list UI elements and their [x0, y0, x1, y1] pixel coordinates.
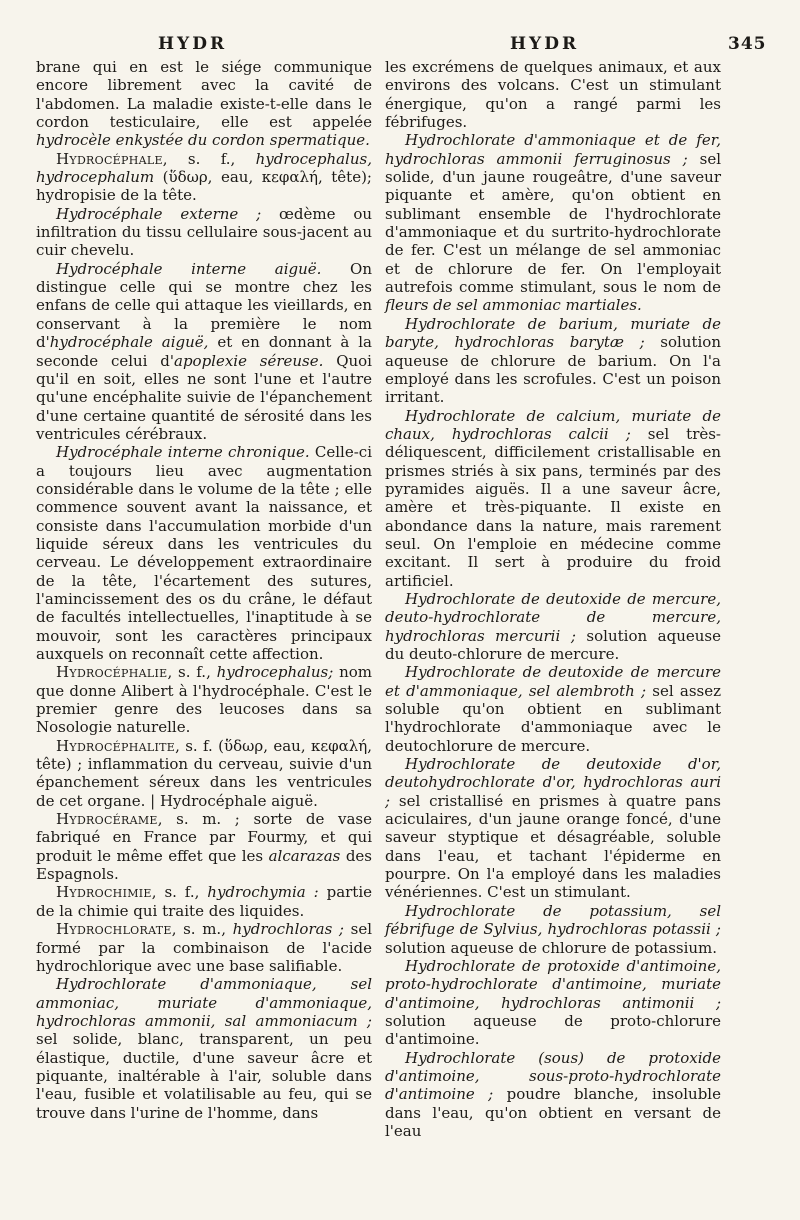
dictionary-entry — [36, 260, 372, 443]
entry-text: sel très-déliquescent, difficilement cristallisable en prismes striés à six pans, terminés par des pyramides aiguës. Il a une saveur âcre, amère et très-piquante. Il existe en abondance dans la nature, mais rarement seul. On l'emploie en médecine comme excitant. Il sert à produire du froid artificiel. — [385, 424, 722, 590]
headword: Hydrocéphalie — [56, 663, 168, 682]
italic-term: Hydrochlorate de protoxide d'antimoine, proto-hydrochlorate d'antimoine, muriate d'antimoine, hydrochloras antimonii ; — [385, 956, 721, 1012]
dictionary-entry — [385, 407, 721, 590]
italic-term: fleurs de sel ammoniac martiales. — [385, 296, 642, 315]
headword: Hydrocérame — [56, 810, 158, 829]
entry-text: les excrémens de quelques animaux, et aux environs des volcans. C'est un stimulant énergique, qu'on a rangé parmi les fébrifuges. — [385, 58, 721, 132]
dictionary-entry — [36, 205, 372, 260]
dictionary-entry — [36, 883, 372, 920]
italic-term: Hydrochlorate de barium, muriate de baryte, hydrochloras barytæ ; — [385, 314, 721, 352]
entry-text: poudre blanche, insoluble dans l'eau, qu'on obtient en versant de l'eau — [385, 1085, 721, 1140]
entry-text: solution aqueuse de proto-chlorure d'antimoine. — [385, 1011, 721, 1049]
dictionary-entry — [36, 150, 372, 205]
italic-term: Hydrochlorate d'ammoniaque, sel ammoniac, muriate d'ammoniaque, hydrochloras ammonii, sal ammoniacum ; — [36, 975, 372, 1030]
dictionary-entry — [36, 810, 372, 883]
dictionary-entry — [385, 315, 721, 407]
italic-term: Hydrocéphale interne aiguë. — [56, 259, 322, 278]
italic-term: Hydrochlorate d'ammoniaque et de fer, hydrochloras ammonii ferruginosus ; — [385, 131, 721, 168]
italic-term: Hydrocéphale interne chronique. — [56, 443, 310, 462]
dictionary-entry — [36, 920, 372, 975]
entry-text: , s. f., — [162, 149, 256, 168]
dictionary-entry — [36, 58, 372, 150]
italic-term: hydrochymia : — [207, 883, 319, 902]
italic-term: apoplexie séreuse. — [174, 351, 324, 370]
dictionary-entry — [36, 737, 372, 810]
right-running-head: HYDR — [510, 34, 580, 54]
entry-text: , s. f. (ὕδωρ, eau, κεφαλή, tête) ; inflammation du cerveau, suivie d'un épanchement séreux dans les ventricules de cet organe. | Hydrocéphale aiguë. — [36, 736, 372, 810]
dictionary-entry — [385, 1049, 721, 1141]
entry-text: partie de la chimie qui traite des liquides. — [36, 883, 373, 920]
italic-term: hydrochloras ; — [232, 920, 344, 939]
entry-text: , s. m. ; sorte de vase fabriqué en France par Fourmy, et qui produit le même effet que les — [36, 810, 372, 865]
italic-term: hydrocéphale aiguë, — [49, 333, 209, 352]
italic-term: Hydrochlorate de deutoxide de mercure et d'ammoniaque, sel alembroth ; — [385, 663, 721, 700]
italic-term: Hydrochlorate de deutoxide d'or, deutohydrochlorate d'or, hydrochloras auri ; — [385, 755, 721, 810]
dictionary-entry — [385, 131, 721, 314]
dictionary-entry — [385, 957, 721, 1049]
entry-text: sel solide, blanc, transparent, un peu élastique, ductile, d'une saveur âcre et piquante, inaltérable à l'air, soluble dans l'eau, fusible et volatilisable au feu, qui se trouve dans l'urine de l'homme, dans — [36, 1030, 372, 1122]
left-running-head: HYDR — [158, 34, 228, 54]
headword: Hydrochlorate — [56, 920, 172, 939]
italic-term: Hydrochlorate de calcium, muriate de chaux, hydrochloras calcii ; — [385, 406, 721, 443]
italic-term: Hydrochlorate de potassium, sel fébrifuge de Sylvius, hydrochloras potassii ; — [385, 901, 721, 939]
entry-text: solution aqueuse de chlorure de potassium. — [385, 938, 718, 957]
italic-term: hydrocèle enkystée du cordon spermatique. — [36, 131, 370, 150]
entry-text: solution aqueuse du deuto-chlorure de mercure. — [385, 626, 722, 663]
dictionary-entry — [36, 443, 372, 663]
entry-text: sel assez soluble qu'on obtient en sublimant l'hydrochlorate d'ammoniaque avec le deutochlorure de mercure. — [385, 681, 721, 755]
entry-text: et en donnant à la seconde celui d' — [36, 333, 372, 370]
entry-text: , s. m., — [171, 920, 233, 939]
right-column — [385, 58, 721, 1140]
italic-term: hydrocephalus, hydrocephalum — [36, 149, 372, 187]
entry-text: , s. f., — [167, 663, 217, 682]
left-column — [36, 58, 372, 1122]
entry-text: (ὕδωρ, eau, κεφαλή, tête); hydropisie de la tête. — [36, 168, 372, 205]
page-number: 345 — [728, 34, 767, 54]
entry-text: brane qui en est le siége communique encore librement avec la cavité de l'abdomen. La maladie existe-t-elle dans le cordon testiculaire, elle est appelée — [36, 58, 372, 132]
dictionary-entry — [385, 58, 721, 131]
dictionary-entry — [385, 902, 721, 957]
italic-term: hydrocephalus; — [216, 663, 334, 682]
entry-text: Celle-ci a toujours lieu avec augmentation considérable dans le volume de la tête ; elle commence souvent avant la naissance, et consiste dans l'accumulation morbide d'un liquide séreux dans les ventricules du cerveau. Le développement extraordinaire de la tête, l'écartement des sutures, l'amincissement des os du crâne, le défaut de facultés intellectuelles, l'inaptitude à se mouvoir, sont les caractères principaux auxquels on reconnaît cette affection. — [36, 443, 372, 663]
entry-text: sel formé par la combinaison de l'acide hydrochlorique avec une base salifiable. — [36, 920, 372, 975]
entry-text: des Espagnols. — [36, 846, 372, 884]
headword: Hydrochimie — [56, 883, 152, 902]
italic-term: Hydrochlorate (sous) de protoxide d'antimoine, sous-proto-hydrochlorate d'antimoine ; — [385, 1048, 721, 1104]
entry-text: sel cristallisé en prismes à quatre pans aciculaires, d'un jaune orange foncé, d'une saveur styptique et désagréable, soluble dans l'eau, et tachant l'épiderme en pourpre. On l'a employé dans les maladies vénériennes. C'est un stimulant. — [385, 791, 721, 902]
dictionary-entry — [385, 755, 721, 902]
entry-text: Quoi qu'il en soit, elles ne sont l'une et l'autre qu'une encéphalite suivie de l'épanchement d'une certaine quantité de sérosité dans les ventricules cérébraux. — [36, 351, 372, 443]
headword: Hydrocéphale — [56, 149, 163, 168]
dictionary-entry — [36, 975, 372, 1122]
headword: Hydrocéphalite — [56, 736, 176, 755]
entry-text: On distingue celle qui se montre chez les enfans de celle qui attaque les vieillards, en conservant à la première le nom d' — [36, 259, 372, 352]
dictionary-entry — [385, 663, 721, 755]
entry-text: , s. f., — [151, 883, 208, 902]
entry-text: sel solide, d'un jaune rougeâtre, d'une saveur piquante et amère, qu'on obtient en sublimant ensemble de l'hydrochlorate d'ammoniaque et du surtrito-hydrochlorate de fer. C'est un mélange de sel ammoniac et de chlorure de fer. On l'employait autrefois comme stimulant, sous le nom de — [385, 149, 722, 297]
dictionary-entry — [385, 590, 721, 663]
italic-term: Hydrocéphale externe ; — [56, 204, 262, 223]
entry-text: nom que donne Alibert à l'hydrocéphale. C'est le premier genre des leucoses dans sa Nosologie naturelle. — [36, 663, 372, 737]
italic-term: alcarazas — [268, 846, 341, 865]
entry-text: œdème ou infiltration du tissu cellulaire sous-jacent au cuir chevelu. — [36, 204, 373, 260]
entry-text: solution aqueuse de chlorure de barium. On l'a employé dans les scrofules. C'est un poison irritant. — [385, 333, 721, 407]
dictionary-entry — [36, 663, 372, 736]
italic-term: Hydrochlorate de deutoxide de mercure, deuto-hydrochlorate de mercure, hydrochloras mercurii ; — [385, 589, 721, 645]
